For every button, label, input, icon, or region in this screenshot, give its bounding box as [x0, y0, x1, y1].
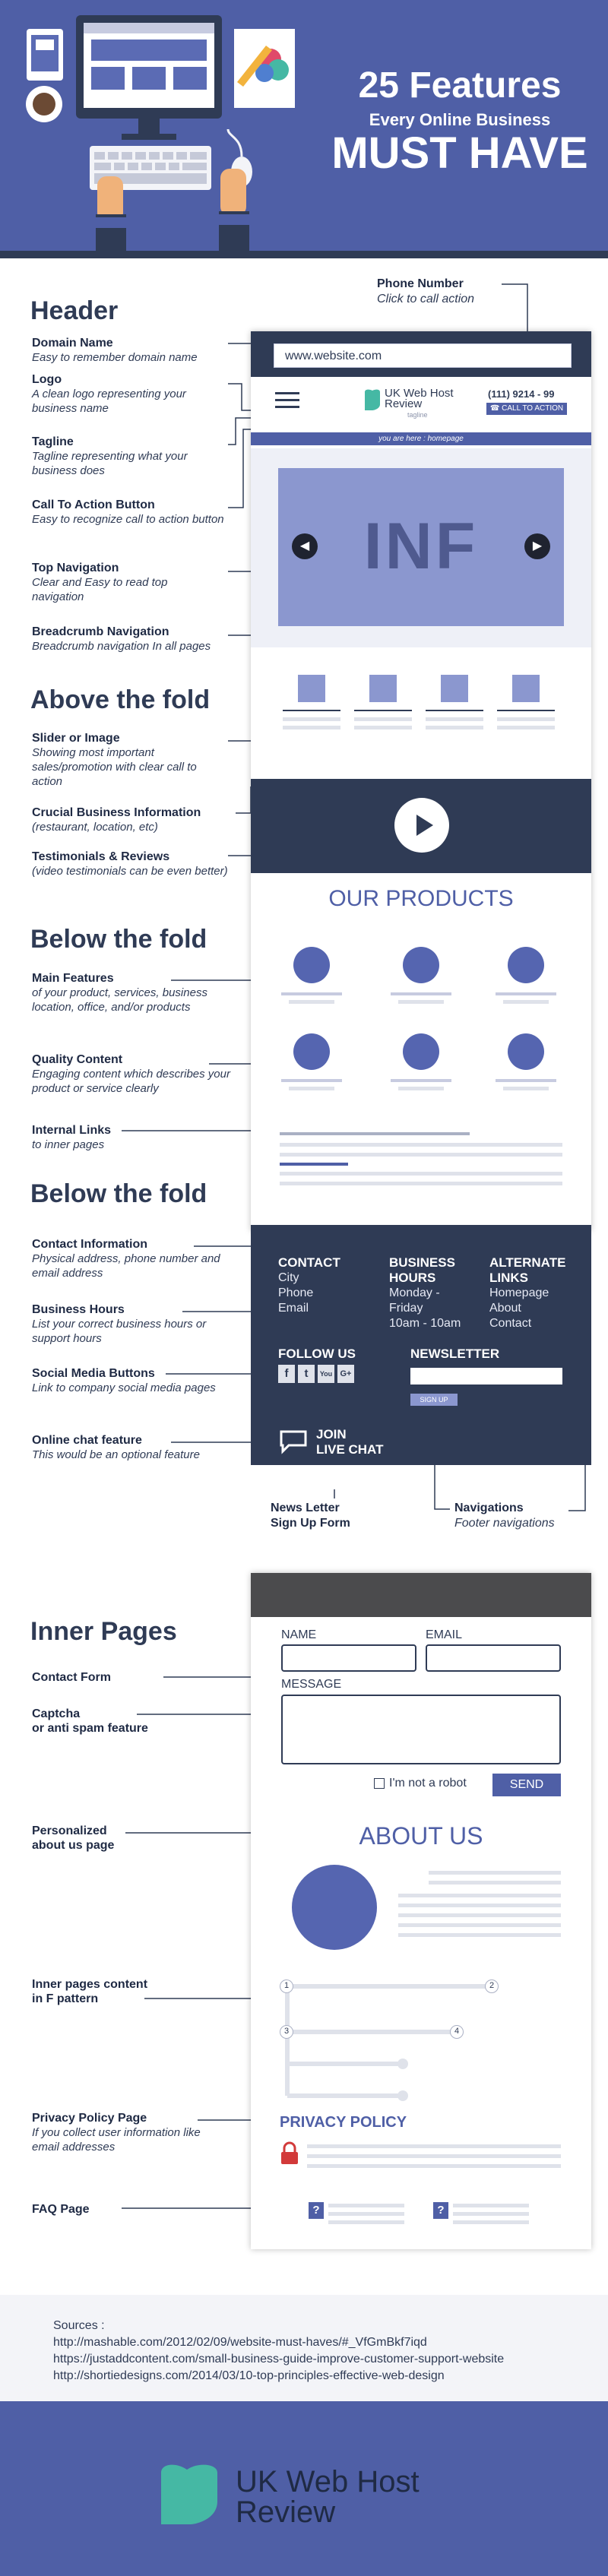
label-internal-title: Internal Links	[32, 1124, 112, 1137]
info-tile	[283, 675, 340, 729]
header-logo-line2: Review	[385, 397, 423, 410]
section-title-inner-pages: Inner Pages	[30, 1617, 177, 1646]
label-contact-form-title: Contact Form	[32, 1671, 111, 1684]
label-breadcrumb-title: Breadcrumb Navigation	[32, 625, 169, 638]
slider-text: INF	[363, 510, 479, 583]
info-tile-icon	[369, 675, 397, 702]
footer-hours-col	[389, 1255, 461, 1331]
footer-contact-email[interactable]: Email	[278, 1302, 309, 1315]
faq-question-icon[interactable]: ?	[433, 2202, 448, 2219]
source-link[interactable]: https://justaddcontent.com/small-business-guide-improve-customer-support-website	[53, 2353, 505, 2366]
label-slider-title: Slider or Image	[32, 732, 120, 745]
send-button[interactable]: SEND	[492, 1774, 561, 1796]
label-navigations-desc: Footer navigations	[454, 1517, 555, 1530]
product-image[interactable]	[508, 947, 544, 983]
label-features-title: Main Features	[32, 972, 114, 985]
footer-links-col	[489, 1255, 565, 1331]
product-text-placeholder	[281, 1079, 342, 1090]
f-pattern-diagram	[274, 1973, 517, 2109]
label-cta-title: Call To Action Button	[32, 498, 155, 511]
about-us-image	[292, 1865, 377, 1950]
label-quality-title: Quality Content	[32, 1053, 123, 1066]
label-testimonials-desc: (video testimonials can be even better)	[32, 865, 228, 878]
product-text-placeholder	[391, 992, 451, 1004]
header-phone[interactable]: (111) 9214 - 99	[488, 388, 555, 400]
f-pattern-step-4: 4	[450, 2025, 464, 2039]
header-logo-line1: UK Web Host	[385, 387, 454, 400]
form-message-label: MESSAGE	[281, 1678, 342, 1691]
label-cta-desc: Easy to recognize call to action button	[32, 513, 224, 526]
product-text-placeholder	[391, 1079, 451, 1090]
label-breadcrumb-desc: Breadcrumb navigation In all pages	[32, 640, 211, 653]
faq-text	[328, 2204, 404, 2224]
slider-prev-button[interactable]	[292, 533, 318, 559]
product-text-placeholder	[496, 992, 556, 1004]
brand-name	[236, 2467, 420, 2527]
footer-link-homepage[interactable]: Homepage	[489, 1286, 549, 1299]
logo-icon	[363, 389, 382, 410]
play-icon	[394, 798, 449, 853]
privacy-text	[307, 2144, 561, 2168]
product-text-placeholder	[496, 1079, 556, 1090]
label-top-nav-desc: Clear and Easy to read top navigation	[32, 576, 168, 603]
footer-contact-phone[interactable]: Phone	[278, 1286, 314, 1299]
chevron-left-icon: ◀	[299, 540, 310, 552]
captcha-checkbox[interactable]	[374, 1778, 385, 1789]
captcha-label: I'm not a robot	[389, 1777, 467, 1790]
label-phone-desc: Click to call action	[377, 293, 475, 305]
label-testimonials-title: Testimonials & Reviews	[32, 850, 170, 863]
label-phone-title: Phone Number	[377, 277, 464, 290]
hero-title-line2: Every Online Business	[369, 110, 551, 129]
footer-hours-line2: Friday	[389, 1302, 423, 1315]
label-logo-desc: A clean logo representing your business name	[32, 388, 186, 415]
product-image[interactable]	[403, 947, 439, 983]
about-us-text	[398, 1871, 561, 1937]
twitter-icon[interactable]: t	[298, 1365, 315, 1383]
header-cta-button[interactable]	[486, 403, 567, 415]
f-pattern-step-3: 3	[280, 2025, 293, 2039]
label-business-hours-title: Business Hours	[32, 1303, 125, 1316]
url-field[interactable]: www.website.com	[274, 343, 572, 368]
product-image[interactable]	[293, 1033, 330, 1070]
label-tagline-desc: Tagline representing what your business does	[32, 450, 188, 477]
section-title-below-fold-1: Below the fold	[30, 925, 207, 954]
footer-follow-head: FOLLOW US	[278, 1347, 356, 1361]
breadcrumb-bar[interactable]: you are here : homepage	[251, 432, 591, 445]
footer-links-head1: ALTERNATE	[489, 1255, 566, 1270]
footer-hours-line3: 10am - 10am	[389, 1317, 461, 1330]
label-captcha-title: Captcha	[32, 1707, 81, 1720]
live-chat-line1: JOIN	[316, 1427, 347, 1441]
newsletter-signup-button[interactable]: SIGN UP	[410, 1394, 458, 1406]
brand-name-line1: UK Web Host	[236, 2465, 420, 2498]
label-chat-desc: This would be an optional feature	[32, 1448, 200, 1461]
products-title: OUR PRODUCTS	[328, 886, 514, 911]
label-features-desc: of your product, services, business location, office, and/or products	[32, 986, 207, 1014]
label-f-pattern-title: Inner pages content	[32, 1978, 148, 1991]
label-f-pattern-title2: in F pattern	[32, 1992, 99, 2005]
brand-name-line2: Review	[236, 2495, 336, 2529]
faq-text	[453, 2204, 529, 2224]
label-chat-title: Online chat feature	[32, 1434, 142, 1447]
header-logo-text	[385, 388, 454, 410]
name-input[interactable]	[281, 1644, 416, 1672]
label-newsletter-title2: Sign Up Form	[271, 1517, 350, 1530]
info-tile-icon	[441, 675, 468, 702]
section-title-header: Header	[30, 296, 119, 325]
chat-bubble-icon[interactable]	[278, 1429, 309, 1454]
form-email-label: EMAIL	[426, 1628, 463, 1641]
label-tagline-title: Tagline	[32, 435, 74, 448]
section-title-below-fold-2: Below the fold	[30, 1179, 207, 1208]
youtube-icon[interactable]: You	[318, 1365, 334, 1383]
live-chat-link[interactable]	[316, 1427, 383, 1457]
privacy-policy-title: PRIVACY POLICY	[280, 2114, 407, 2131]
source-link[interactable]: http://shortiedesigns.com/2014/03/10-top-principles-effective-web-design	[53, 2369, 445, 2382]
product-text-placeholder	[281, 992, 342, 1004]
label-social-desc: Link to company social media pages	[32, 1381, 216, 1394]
lock-icon	[280, 2141, 299, 2166]
about-us-title: ABOUT US	[359, 1822, 483, 1850]
facebook-icon[interactable]: f	[278, 1365, 295, 1383]
message-textarea[interactable]	[281, 1695, 561, 1764]
label-privacy-desc: If you collect user information like email addresses	[32, 2126, 201, 2154]
product-image[interactable]	[403, 1033, 439, 1070]
newsletter-email-input[interactable]	[410, 1368, 562, 1385]
label-domain-title: Domain Name	[32, 337, 113, 350]
footer-hours-head2: HOURS	[389, 1271, 436, 1285]
info-tile	[426, 675, 483, 729]
footer-contact-col	[278, 1255, 340, 1316]
label-crucial-title: Crucial Business Information	[32, 806, 201, 819]
source-link[interactable]: http://mashable.com/2012/02/09/website-must-haves/#_VfGmBkf7iqd	[53, 2336, 427, 2349]
section-title-above-fold: Above the fold	[30, 685, 211, 714]
label-navigations-title: Navigations	[454, 1502, 524, 1514]
footer-hours-head1: BUSINESS	[389, 1255, 455, 1270]
label-crucial-desc: (restaurant, location, etc)	[32, 821, 158, 834]
video-play-button[interactable]	[394, 798, 449, 853]
label-internal-desc: to inner pages	[32, 1138, 105, 1151]
info-tile-icon	[512, 675, 540, 702]
label-captcha-title2: or anti spam feature	[32, 1722, 148, 1735]
label-faq-title: FAQ Page	[32, 2203, 90, 2216]
product-image[interactable]	[508, 1033, 544, 1070]
footer-link-about[interactable]: About	[489, 1302, 521, 1315]
footer-newsletter-head: NEWSLETTER	[410, 1347, 500, 1361]
label-about-title: Personalized	[32, 1824, 107, 1837]
footer-links-head2: LINKS	[489, 1271, 528, 1285]
form-name-label: NAME	[281, 1628, 317, 1641]
label-newsletter-title: News Letter	[271, 1502, 340, 1514]
label-privacy-title: Privacy Policy Page	[32, 2112, 147, 2125]
product-image[interactable]	[293, 947, 330, 983]
sources-heading: Sources :	[53, 2319, 105, 2332]
label-domain-desc: Easy to remember domain name	[32, 351, 198, 364]
faq-question-icon[interactable]: ?	[309, 2202, 324, 2219]
f-pattern-step-1: 1	[280, 1979, 293, 1993]
slider-next-button[interactable]	[524, 533, 550, 559]
info-tile-icon	[298, 675, 325, 702]
label-top-nav-title: Top Navigation	[32, 562, 119, 574]
footer-contact-city[interactable]: City	[278, 1271, 299, 1284]
chevron-right-icon: ▶	[532, 540, 543, 552]
label-logo-title: Logo	[32, 373, 62, 386]
email-input[interactable]	[426, 1644, 561, 1672]
header-tagline: tagline	[407, 411, 428, 419]
label-business-hours-desc: List your correct business hours or support hours	[32, 1318, 207, 1345]
footer-hours-line1: Monday -	[389, 1286, 440, 1299]
inner-browser-bar	[251, 1573, 591, 1617]
hero-title-line3: MUST HAVE	[331, 128, 588, 178]
hero-title-line1: 25 Features	[358, 65, 562, 106]
social-icons	[278, 1365, 354, 1383]
label-contact-info-title: Contact Information	[32, 1238, 147, 1251]
info-tile	[497, 675, 555, 729]
label-contact-info-desc: Physical address, phone number and email address	[32, 1252, 220, 1280]
label-quality-desc: Engaging content which describes your product or service clearly	[32, 1068, 230, 1095]
label-social-title: Social Media Buttons	[32, 1367, 155, 1380]
phone-icon: ☎	[489, 404, 502, 413]
header-cta-label: CALL TO ACTION	[502, 404, 564, 413]
quality-content-block	[280, 1132, 562, 1185]
label-about-title2: about us page	[32, 1839, 115, 1852]
hamburger-menu-icon[interactable]	[275, 392, 299, 409]
f-pattern-step-2: 2	[485, 1979, 499, 1993]
info-tile	[354, 675, 412, 729]
footer-link-contact[interactable]: Contact	[489, 1317, 532, 1330]
live-chat-line2: LIVE CHAT	[316, 1442, 384, 1457]
brand-logo-icon	[157, 2462, 222, 2526]
google-plus-icon[interactable]: G+	[337, 1365, 354, 1383]
footer-contact-head: CONTACT	[278, 1255, 340, 1270]
label-slider-desc: Showing most important sales/promotion with clear call to action	[32, 746, 197, 788]
